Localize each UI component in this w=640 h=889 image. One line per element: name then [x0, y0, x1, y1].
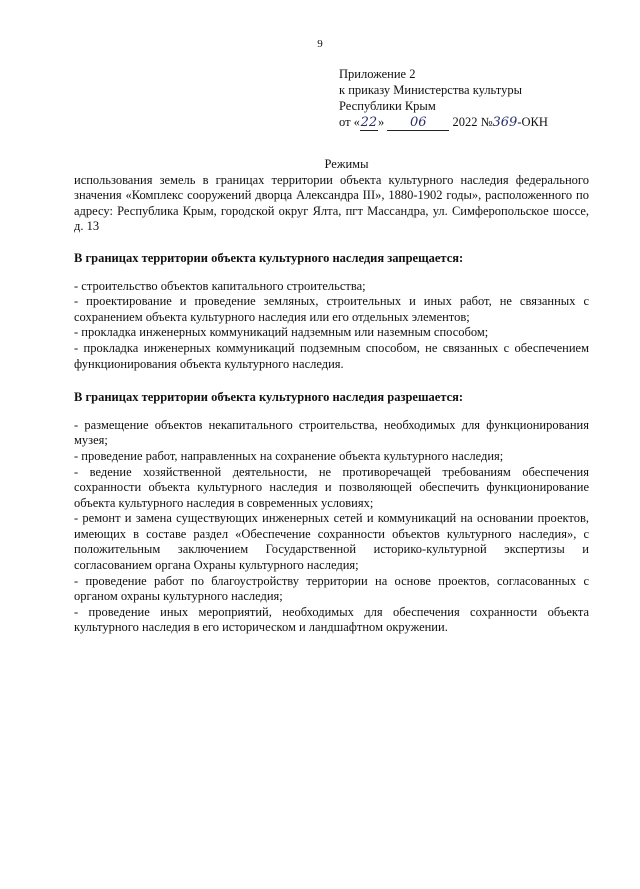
- list-item: - прокладка инженерных коммуникаций надземным или наземным способом;: [74, 325, 489, 340]
- list-item: - ведение хозяйственной деятельности, не противоречащей требованиям обеспечения сохранности объекта культурного наследия и позволяющей обеспечить функционирование объекта культурного наследия в современных условиях;: [74, 464, 589, 510]
- handwritten-month: 06: [387, 116, 449, 131]
- appendix-header: [339, 66, 548, 131]
- handwritten-day: 22: [360, 115, 378, 130]
- list-item: - прокладка инженерных коммуникаций подземным способом, не связанных с обеспечением функционирования объекта культурного наследия.: [74, 340, 589, 371]
- prohibited-list: [74, 279, 589, 373]
- date-prefix: от «: [339, 115, 360, 129]
- number-prefix: №: [480, 115, 493, 129]
- document-title: Режимы: [324, 157, 369, 171]
- appendix-republic: Республики Крым: [339, 99, 436, 113]
- appendix-date-line: [339, 114, 548, 131]
- document-intro: использования земель в границах территории объекта культурного наследия федерального значения «Комплекс сооружений дворца Александра III», 1880-1902 годы», расположенного по адресу: Республика Крым, городской округ Ялта, пгт Массандра, ул. Симферопольское шоссе, д. 13: [74, 172, 589, 234]
- list-item: - ремонт и замена существующих инженерных сетей и коммуникаций на основании проектов, имеющих в составе раздел «Обеспечение сохранности объектов культурного наследия», с положительным заключением Государственной историко-культурной экспертизы и согласованием органа Охраны культурного наследия;: [74, 511, 589, 573]
- date-year: 2022: [452, 115, 478, 129]
- appendix-title: Приложение 2: [339, 67, 416, 81]
- list-item: - проведение иных мероприятий, необходимых для обеспечения сохранности объекта культурного наследия в его историческом и ландшафтном окружении.: [74, 604, 589, 635]
- list-item: - проектирование и проведение земляных, строительных и иных работ, не связанных с сохранением объекта культурного наследия или его отдельных элементов;: [74, 294, 589, 324]
- prohibited-heading: В границах территории объекта культурного наследия запрещается:: [74, 250, 464, 265]
- date-mid: »: [377, 115, 385, 129]
- list-item: - размещение объектов некапитального строительства, необходимых для функционирования музея;: [74, 417, 589, 448]
- permitted-heading: В границах территории объекта культурного наследия разрешается:: [74, 390, 464, 405]
- list-item: - строительство объектов капитального строительства;: [74, 278, 366, 293]
- number-suffix: -ОКН: [517, 115, 548, 129]
- list-item: - проведение работ по благоустройству территории на основе проектов, согласованных с органом охраны культурного наследия;: [74, 573, 589, 604]
- handwritten-number: 369: [492, 115, 518, 130]
- appendix-order-ref: к приказу Министерства культуры: [339, 83, 522, 97]
- list-item: - проведение работ, направленных на сохранение объекта культурного наследия;: [74, 448, 504, 463]
- document-body: [74, 157, 589, 636]
- page-number: 9: [317, 38, 323, 50]
- permitted-list: [74, 418, 589, 636]
